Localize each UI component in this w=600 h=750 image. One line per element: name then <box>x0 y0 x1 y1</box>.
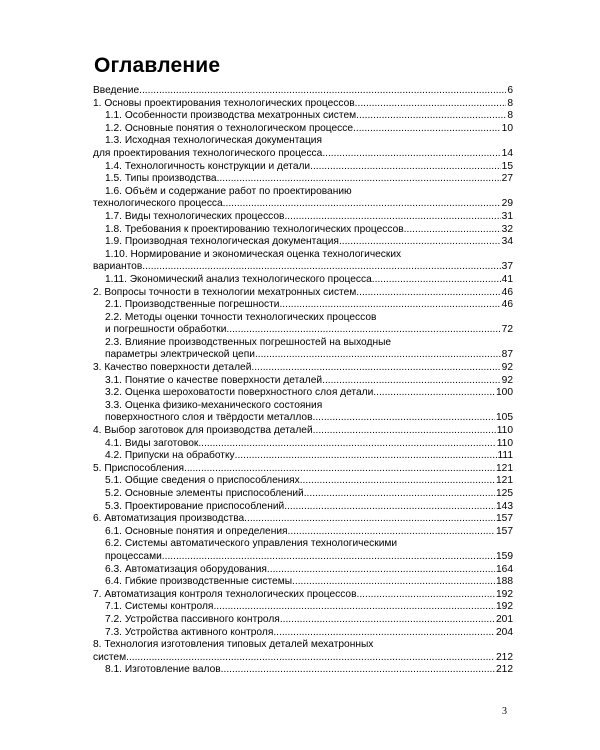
toc-entry <box>93 98 513 111</box>
toc-entry <box>93 85 513 98</box>
toc-entry <box>93 576 513 589</box>
toc-entry-page: 14 <box>501 147 513 159</box>
toc-entry <box>93 564 513 577</box>
toc-entry-page: 37 <box>501 261 513 273</box>
toc-entry <box>93 173 513 186</box>
toc-entry-page: 110 <box>496 437 513 449</box>
toc-entry-title: 6.2. Системы автоматического управления технологическими <box>105 538 398 550</box>
toc-entry-page: 6 <box>507 85 513 96</box>
toc-entry-title: и погрешности обработки <box>105 324 227 336</box>
dot-leader <box>255 349 501 362</box>
toc-entry <box>93 236 513 249</box>
dot-leader <box>284 501 495 514</box>
toc-entry-title: 2.1. Производственные погрешности <box>105 299 280 311</box>
dot-leader <box>126 652 495 665</box>
toc-entry <box>93 513 513 526</box>
toc-entry-title: 3.3. Оценка физико-механического состояния <box>105 399 323 411</box>
toc-entry-page: 159 <box>496 550 513 562</box>
toc-entry <box>93 475 513 488</box>
dot-leader <box>357 589 495 602</box>
toc-entry <box>93 601 513 614</box>
dot-leader <box>372 274 501 287</box>
toc-entry-title: 7. Автоматизация контроля технологических процессов <box>93 588 357 600</box>
dot-leader <box>339 236 501 249</box>
toc-entry <box>93 614 513 627</box>
toc-entry-title: поверхностного слоя и твёрдости металлов <box>105 412 313 424</box>
dot-leader <box>142 261 500 274</box>
toc-entry-title: 1.1. Особенности производства мехатронных систем <box>105 110 357 122</box>
toc-entry-page: 10 <box>501 122 513 134</box>
dot-leader <box>373 387 495 400</box>
toc-entry <box>93 375 513 388</box>
toc-entry-page: 121 <box>496 475 513 487</box>
toc-entry-title: 6.4. Гибкие производственные системы <box>105 576 293 588</box>
toc-entry-title: 5.3. Проектирование приспособлений <box>105 500 285 512</box>
dot-leader <box>310 161 501 174</box>
toc-entry-page: 143 <box>496 500 513 512</box>
toc-entry-page: 164 <box>496 563 513 575</box>
toc-entry <box>93 337 513 350</box>
toc-entry <box>93 425 513 438</box>
toc-entry-title: 1.2. Основные понятия о технологическом процессе <box>105 122 354 134</box>
dot-leader <box>279 299 500 312</box>
dot-leader <box>292 576 495 589</box>
toc-entry-title: 1.5. Типы производства <box>105 173 217 185</box>
toc-entry-page: 29 <box>501 198 513 210</box>
toc-entry-title: 2.3. Влияние производственных погрешностей на выходные <box>105 336 392 348</box>
toc-entry <box>93 438 513 451</box>
toc-entry-title: 1.10. Нормирование и экономическая оценка технологических <box>105 248 402 260</box>
toc-entry-title: Введение <box>93 85 140 96</box>
toc-entry-page: 15 <box>501 160 513 172</box>
toc-entry <box>93 589 513 602</box>
toc-entry-title: 6.1. Основные понятия и определения <box>105 525 288 537</box>
toc-entry-page: 204 <box>496 626 513 638</box>
toc-entry-title: 1.6. Объём и содержание работ по проектированию <box>105 185 352 197</box>
toc-entry-page: 111 <box>497 450 513 462</box>
toc-entry-title: 7.2. Устройства пассивного контроля <box>105 613 280 625</box>
dot-leader <box>267 564 495 577</box>
dot-leader <box>353 123 501 136</box>
toc-entry-page: 212 <box>496 651 513 663</box>
toc-entry <box>93 450 513 463</box>
toc-entry-title: 6. Автоматизация производства <box>93 513 245 525</box>
toc-entry-title: вариантов <box>93 261 143 273</box>
dot-leader <box>251 362 500 375</box>
toc-entry-title: 2.2. Методы оценки точности технологических процессов <box>105 311 377 323</box>
dot-leader <box>313 425 496 438</box>
toc-entry-title: систем <box>93 651 127 663</box>
toc-entry-page: 8 <box>507 110 513 122</box>
toc-entry <box>93 627 513 640</box>
toc-entry-page: 157 <box>496 525 513 537</box>
dot-leader <box>300 475 495 488</box>
toc-entry-title: 3.1. Понятие о качестве поверхности деталей <box>105 374 323 386</box>
toc-entry <box>93 664 513 677</box>
toc-entry <box>93 652 513 665</box>
toc-entry-title: 4. Выбор заготовок для производства деталей <box>93 425 313 437</box>
toc-entry-page: 87 <box>501 349 513 361</box>
toc-entry <box>93 161 513 174</box>
toc-entry-title: 8. Технология изготовления типовых деталей мехатронных <box>93 639 374 651</box>
toc-entry-title: 7.3. Устройства активного контроля <box>105 626 274 638</box>
toc-entry <box>93 349 513 362</box>
toc-entry-page: 105 <box>496 412 513 424</box>
dot-leader <box>213 601 495 614</box>
dot-leader <box>356 287 500 300</box>
toc-entry <box>93 135 513 148</box>
toc-entry <box>93 186 513 199</box>
dot-leader <box>288 526 495 539</box>
dot-leader <box>217 173 501 186</box>
toc-entry-title: 3. Качество поверхности деталей <box>93 362 252 374</box>
toc-entry-title: 1.4. Технологичность конструкции и детали <box>105 160 311 172</box>
toc-entry-title: 5.1. Общие сведения о приспособлениях <box>105 475 300 487</box>
dot-leader <box>355 98 507 111</box>
toc-entry-title: параметры электрической цепи <box>105 349 255 361</box>
dot-leader <box>223 198 501 211</box>
dot-leader <box>280 614 495 627</box>
toc-entry <box>93 387 513 400</box>
toc-entry-page: 32 <box>501 223 513 235</box>
toc-entry-title: процессами <box>105 550 162 562</box>
toc-entry <box>93 400 513 413</box>
toc-entry <box>93 639 513 652</box>
dot-leader <box>198 438 495 451</box>
toc-entry-title: 3.2. Оценка шероховатости поверхностного слоя детали <box>105 387 374 399</box>
page-title: Оглавление <box>94 54 221 77</box>
toc-entry <box>93 274 513 287</box>
toc-entry-page: 46 <box>501 286 513 298</box>
toc-entry-page: 72 <box>501 324 513 336</box>
toc-entry <box>93 123 513 136</box>
toc-entry-title: 1.9. Производная технологическая документация <box>105 236 339 248</box>
toc-entry <box>93 110 513 123</box>
toc-entry-page: 27 <box>501 173 513 185</box>
toc-entry-page: 8 <box>507 97 513 109</box>
dot-leader <box>404 224 501 237</box>
toc-entry-page: 125 <box>496 488 513 499</box>
toc-entry <box>93 148 513 161</box>
toc-entry-page: 110 <box>496 425 513 437</box>
toc-entry <box>93 538 513 551</box>
toc-entry-title: для проектирования технологического процесса <box>93 147 323 159</box>
dot-leader <box>244 513 495 526</box>
toc-entry-title: 1.7. Виды технологических процессов <box>105 210 285 222</box>
toc-entry-title: 5. Приспособления <box>93 462 184 474</box>
dot-leader <box>284 211 500 224</box>
toc-entry <box>93 299 513 312</box>
toc-entry-title: 5.2. Основные элементы приспособлений <box>105 488 304 499</box>
toc-entry <box>93 198 513 211</box>
toc-entry-page: 121 <box>496 462 513 474</box>
toc-entry <box>93 501 513 514</box>
toc-entry-page: 188 <box>496 576 513 588</box>
toc-entry <box>93 463 513 476</box>
toc-entry-title: 4.2. Припуски на обработку <box>105 450 235 462</box>
toc-entry-title: 4.1. Виды заготовок <box>105 437 199 449</box>
dot-leader <box>184 463 495 476</box>
dot-leader <box>322 148 500 161</box>
dot-leader <box>235 450 497 463</box>
toc-entry-title: 1.11. Экономический анализ технологического процесса <box>105 273 372 285</box>
toc-entry-page: 31 <box>501 210 513 222</box>
toc-entry-title: 1.8. Требования к проектированию технологических процессов <box>105 223 404 235</box>
toc-entry <box>93 261 513 274</box>
toc-entry-title: 6.3. Автоматизация оборудования <box>105 563 267 575</box>
toc-entry-page: 192 <box>496 601 513 613</box>
table-of-contents <box>93 85 513 677</box>
toc-entry-page: 41 <box>501 273 513 285</box>
toc-entry-page: 201 <box>496 613 513 625</box>
toc-entry-page: 157 <box>496 513 513 525</box>
dot-leader <box>304 488 495 501</box>
toc-entry-title: 7.1. Системы контроля <box>105 601 214 613</box>
toc-entry <box>93 412 513 425</box>
dot-leader <box>226 324 500 337</box>
dot-leader <box>313 412 495 425</box>
toc-entry <box>93 312 513 325</box>
toc-entry <box>93 526 513 539</box>
toc-entry <box>93 488 513 501</box>
toc-entry-page: 92 <box>501 362 513 374</box>
toc-entry-title: 2. Вопросы точности в технологии мехатронных систем <box>93 286 357 298</box>
toc-entry <box>93 224 513 237</box>
toc-entry-page: 92 <box>501 374 513 386</box>
toc-entry <box>93 551 513 564</box>
toc-entry-page: 34 <box>501 236 513 248</box>
dot-leader <box>322 375 501 388</box>
toc-entry-title: 8.1. Изготовление валов <box>105 664 221 676</box>
toc-entry <box>93 324 513 337</box>
toc-entry <box>93 287 513 300</box>
toc-entry-title: 1. Основы проектирования технологических процессов <box>93 97 355 109</box>
toc-entry <box>93 249 513 262</box>
dot-leader <box>139 85 506 98</box>
toc-entry <box>93 362 513 375</box>
toc-entry-page: 46 <box>501 299 513 311</box>
dot-leader <box>273 627 495 640</box>
dot-leader <box>356 110 506 123</box>
page-number: 3 <box>502 706 507 717</box>
dot-leader <box>221 664 495 677</box>
toc-entry-page: 192 <box>496 588 513 600</box>
toc-entry-page: 100 <box>496 387 513 399</box>
toc-entry <box>93 211 513 224</box>
toc-entry-title: технологического процесса <box>93 198 223 210</box>
dot-leader <box>162 551 495 564</box>
toc-entry-title: 1.3. Исходная технологическая документация <box>105 135 323 147</box>
toc-entry-page: 212 <box>496 664 513 676</box>
